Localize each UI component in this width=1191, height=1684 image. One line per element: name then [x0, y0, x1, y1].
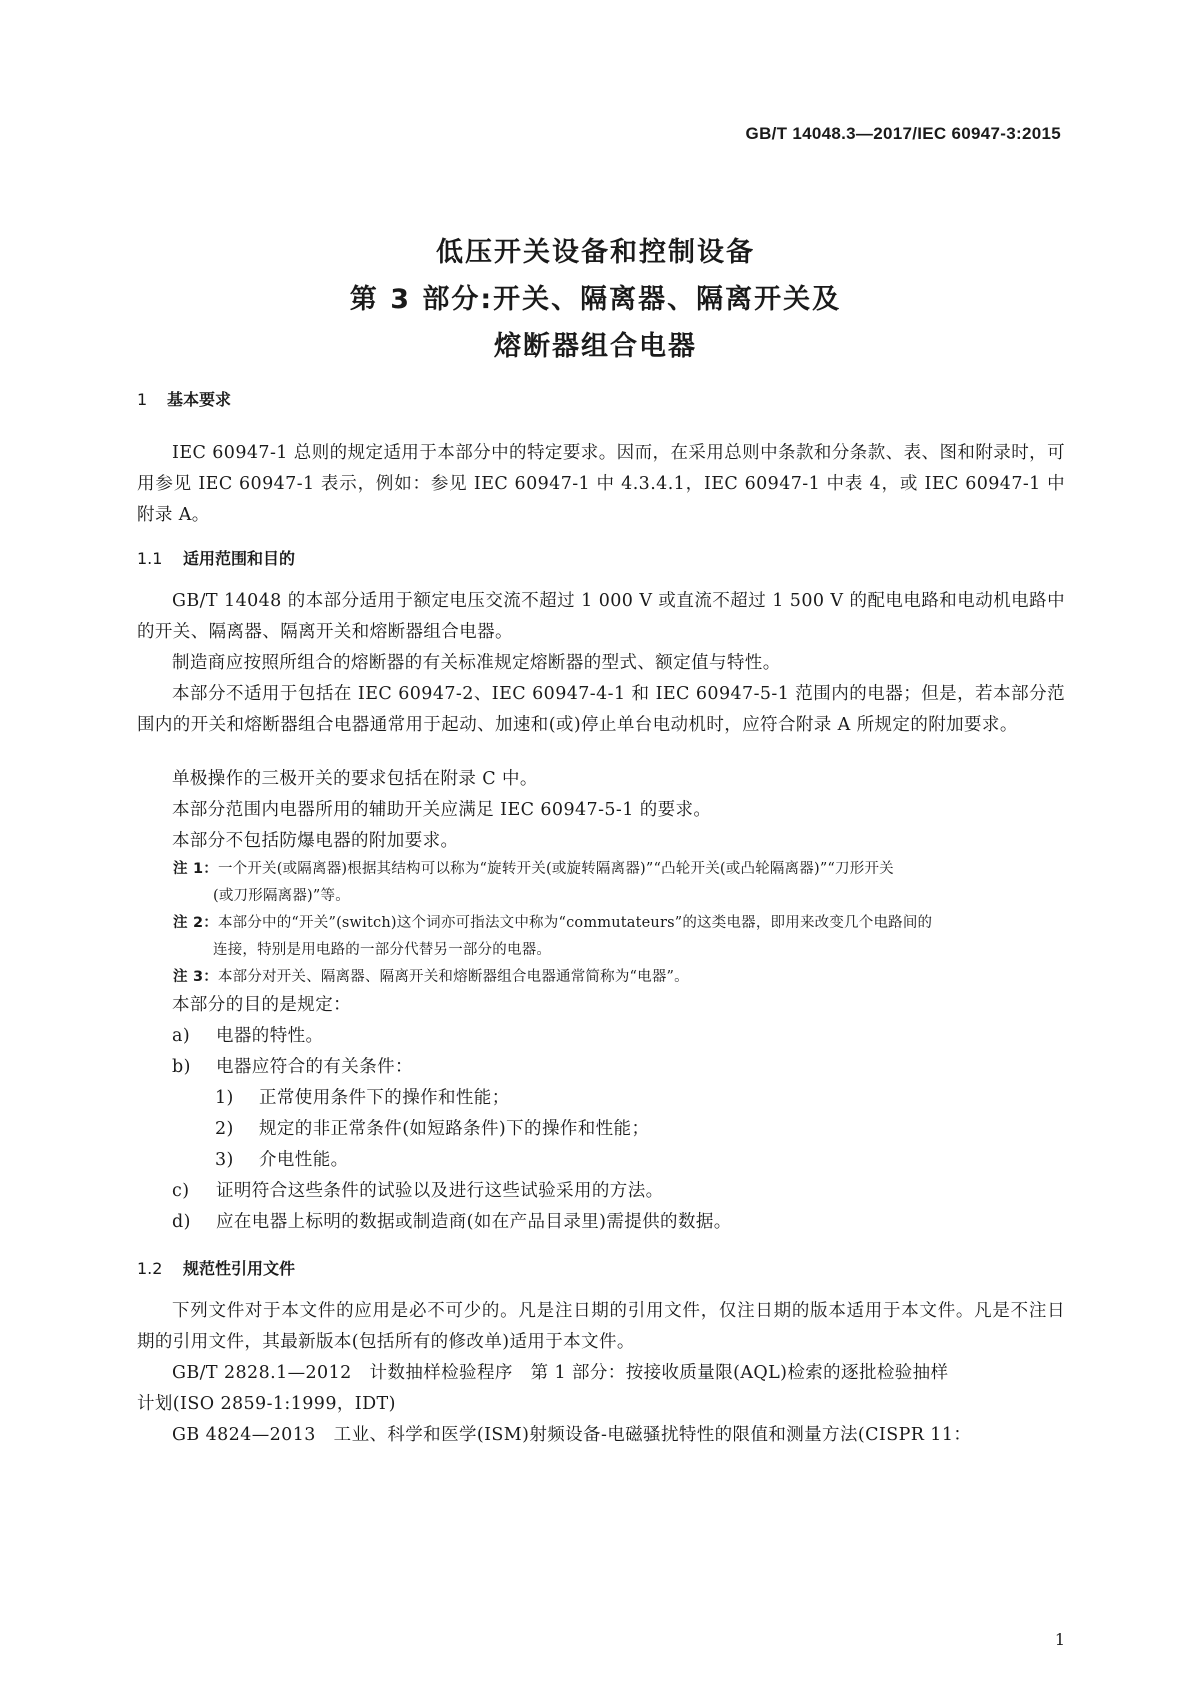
title-line-1: 低压开关设备和控制设备 — [436, 237, 755, 268]
section-1-1-heading — [137, 546, 295, 569]
list-marker: b) — [172, 1057, 191, 1077]
reference-1-continued: 计划(ISO 2859-1:1999，IDT) — [137, 1394, 396, 1414]
list-marker: 1) — [215, 1088, 234, 1108]
paragraph-scope-1: GB/T 14048 的本部分适用于额定电压交流不超过 1 000 V 或直流不超过 1 500 V 的配电电路和电动机电路中的开关、隔离器、隔离开关和熔断器组合电器。 — [137, 591, 1065, 642]
paragraph-scope-3: 本部分不适用于包括在 IEC 60947-2、IEC 60947-4-1 和 IEC 60947-5-1 范围内的电器；但是，若本部分范围内的开关和熔断器组合电器通常用于起动、加速和(或)停止单台电动机时，应符合附录 A 所规定的附加要求。 — [137, 684, 1065, 735]
note-text-continued: 连接，特别是用电路的一部分代替另一部分的电器。 — [213, 942, 552, 958]
list-marker: a) — [172, 1026, 191, 1046]
list-text: 证明符合这些条件的试验以及进行这些试验采用的方法。 — [216, 1181, 664, 1201]
note-text-continued: (或刀形隔离器)”等。 — [213, 888, 350, 904]
list-text: 应在电器上标明的数据或制造商(如在产品目录里)需提供的数据。 — [216, 1212, 732, 1232]
note-3 — [173, 964, 1065, 991]
note-label: 注 3： — [173, 969, 218, 985]
title-line-3: 熔断器组合电器 — [494, 331, 697, 362]
section-1-2-heading — [137, 1256, 295, 1279]
list-marker: c) — [172, 1181, 190, 1201]
list-item-nested — [215, 1083, 510, 1114]
list-text: 电器应符合的有关条件： — [216, 1057, 413, 1077]
list-text: 规定的非正常条件(如短路条件)下的操作和性能； — [259, 1119, 650, 1139]
section-number: 1 — [137, 390, 148, 409]
reference-1: GB/T 2828.1—2012 计数抽样检验程序 第 1 部分：按接收质量限(AQL)检索的逐批检验抽样 — [172, 1363, 949, 1383]
note-text: 本部分中的“开关”(switch)这个词亦可指法文中称为“commutateurs”的这类电器，即用来改变几个电路间的 — [217, 915, 933, 931]
paragraph-scope-4: 单极操作的三极开关的要求包括在附录 C 中。 — [172, 769, 538, 789]
paragraph-scope-5: 本部分范围内电器所用的辅助开关应满足 IEC 60947-5-1 的要求。 — [172, 800, 712, 820]
section-1-heading — [137, 387, 231, 410]
list-marker: d) — [172, 1212, 191, 1232]
note-text: 本部分对开关、隔离器、隔离开关和熔断器组合电器通常简称为“电器”。 — [217, 969, 689, 985]
list-item — [172, 1176, 664, 1207]
note-label: 注 1： — [173, 861, 218, 877]
section-title: 基本要求 — [167, 390, 232, 409]
note-2 — [173, 910, 1065, 964]
section-title: 适用范围和目的 — [183, 549, 296, 568]
note-label: 注 2： — [173, 915, 218, 931]
note-text: 一个开关(或隔离器)根据其结构可以称为“旋转开关(或旋转隔离器)”“凸轮开关(或凸轮隔离器)”“刀形开关 — [217, 861, 894, 877]
list-item — [172, 1207, 732, 1238]
title-line-2: 第 3 部分:开关、隔离器、隔离开关及 — [349, 284, 842, 315]
paragraph-references: 下列文件对于本文件的应用是必不可少的。凡是注日期的引用文件，仅注日期的版本适用于本文件。凡是不注日期的引用文件，其最新版本(包括所有的修改单)适用于本文件。 — [137, 1301, 1065, 1352]
page-number: 1 — [1054, 1630, 1065, 1649]
list-text: 介电性能。 — [259, 1150, 349, 1170]
paragraph-scope-2: 制造商应按照所组合的熔断器的有关标准规定熔断器的型式、额定值与特性。 — [172, 653, 781, 673]
section-title: 规范性引用文件 — [183, 1259, 296, 1278]
purpose-intro: 本部分的目的是规定： — [172, 995, 351, 1015]
section-1-paragraph: IEC 60947-1 总则的规定适用于本部分中的特定要求。因而，在采用总则中条款和分条款、表、图和附录时，可用参见 IEC 60947-1 表示，例如：参见 IEC 60947-1 中 4.3.4.1，IEC 60947-1 中表 4，或 IEC 60947-1 中附录 A。 — [137, 443, 1065, 525]
note-1 — [173, 856, 1065, 910]
list-item — [172, 1021, 323, 1052]
list-marker: 2) — [215, 1119, 234, 1139]
section-number: 1.2 — [137, 1259, 163, 1278]
list-item-nested — [215, 1114, 649, 1145]
paragraph-scope-6: 本部分不包括防爆电器的附加要求。 — [172, 831, 459, 851]
list-text: 正常使用条件下的操作和性能； — [259, 1088, 510, 1108]
standard-code: GB/T 14048.3—2017/IEC 60947-3:2015 — [745, 124, 1061, 143]
reference-2: GB 4824—2013 工业、科学和医学(ISM)射频设备-电磁骚扰特性的限值和测量方法(CISPR 11： — [172, 1425, 972, 1445]
list-text: 电器的特性。 — [216, 1026, 324, 1046]
list-item — [172, 1052, 413, 1083]
section-number: 1.1 — [137, 549, 163, 568]
list-marker: 3) — [215, 1150, 234, 1170]
list-item-nested — [215, 1145, 349, 1176]
